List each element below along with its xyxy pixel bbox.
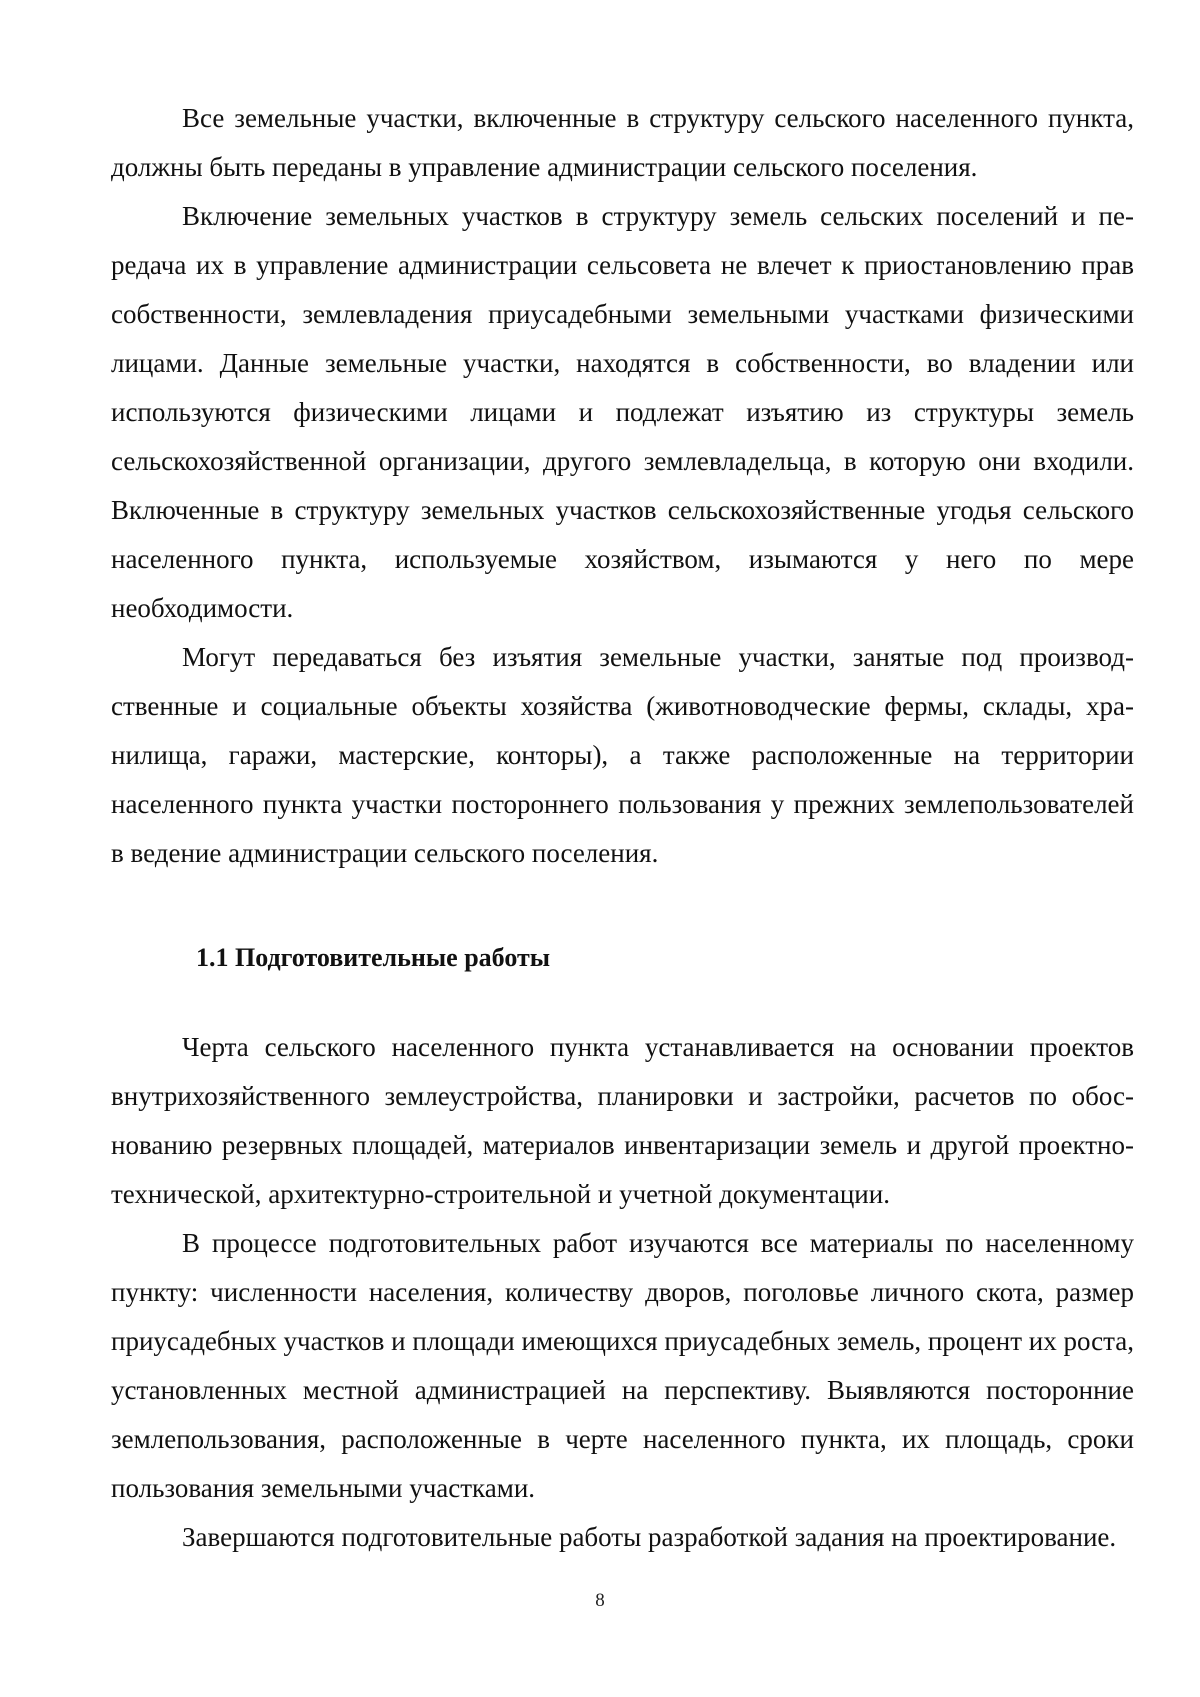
paragraph: Завершаются подготовительные работы разработкой задания на проектирование. (182, 1522, 1117, 1552)
section-heading: 1.1 Подготовительные работы (196, 943, 551, 972)
page-number: 8 (595, 1590, 605, 1611)
text-block-intro (111, 94, 1134, 878)
text-block-section (111, 1023, 1134, 1562)
paragraph: В процессе подготовительных работ изучаются все материалы по населенному пункту: численности населения, количеству дворов, поголовье личного скота, размер приусадебных участков и площади имеющихся приусадебных земель, процент их роста, установленных местной администрацией на перспективу. Выявляются посторонние землепользования, расположенные в черте населенного пункта, их площадь, сроки пользования земельными участками. (111, 1228, 1134, 1503)
paragraph: Все земельные участки, включенные в структуру сельского населенного пункта, должны быть переданы в управление администрации сельского поселения. (111, 103, 1134, 182)
paragraph: Черта сельского населенного пункта устанавливается на основании проектов внутрихозяйственного землеустройства, планировки и застройки, расчетов по обоснованию резервных площадей, материалов инвентаризации земель и другой проектно-технической, архитектурно-строительной и учетной документации. (111, 1032, 1134, 1209)
paragraph: Включение земельных участков в структуру земель сельских поселений и передача их в управление администрации сельсовета не влечет к приостановлению прав собственности, землевладения приусадебными земельными участками физическими лицами. Данные земельные участки, находятся в собственности, во владении или используются физическими лицами и подлежат изъятию из структуры земель сельскохозяйственной организации, другого землевладельца, в которую они входили. Включенные в структуру земельных участков сельскохозяйственные угодья сельского населенного пункта, используемые хозяйством, изымаются у него по мере необходимости. (111, 201, 1134, 623)
paragraph: Могут передаваться без изъятия земельные участки, занятые под производственные и социальные объекты хозяйства (животноводческие фермы, склады, хранилища, гаражи, мастерские, конторы), а также расположенные на территории населенного пункта участки постороннего пользования у прежних землепользователей в ведение администрации сельского поселения. (111, 642, 1134, 868)
